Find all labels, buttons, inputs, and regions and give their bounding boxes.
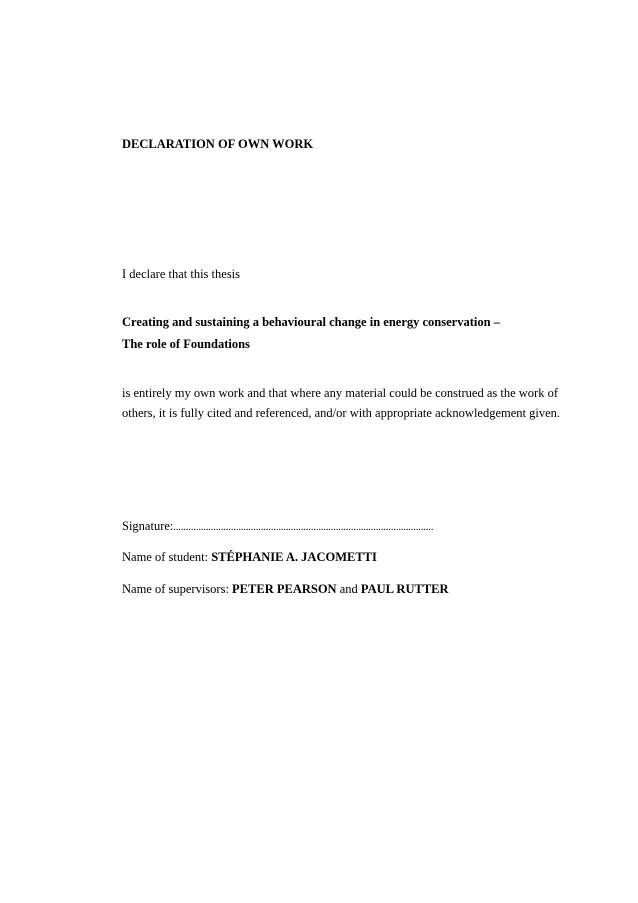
supervisor-name-2: PAUL RUTTER: [360, 582, 449, 596]
signature-dots: ........................................................................................................: [173, 522, 434, 533]
statement-line-2: others, it is fully cited and referenced, and/or with appropriate acknowledgement given.: [122, 406, 561, 420]
student-label: Name of student:: [122, 550, 212, 564]
student-name-line: [122, 551, 377, 564]
supervisors-label: Name of supervisors:: [122, 582, 233, 596]
signature-line: [122, 520, 433, 533]
supervisors-line: [122, 583, 449, 596]
thesis-title-line-1: Creating and sustaining a behavioural change in energy conservation –: [122, 315, 500, 329]
supervisors-connector: and: [336, 582, 361, 596]
statement-line-1: is entirely my own work and that where any material could be construed as the work of: [122, 386, 558, 400]
student-name: STÉPHANIE A. JACOMETTI: [211, 550, 377, 564]
supervisor-name-1: PETER PEARSON: [232, 582, 337, 596]
signature-label: Signature:: [122, 519, 174, 533]
intro-text: I declare that this thesis: [122, 267, 241, 281]
thesis-title-line-2: The role of Foundations: [122, 337, 250, 351]
page-title: DECLARATION OF OWN WORK: [122, 137, 314, 151]
